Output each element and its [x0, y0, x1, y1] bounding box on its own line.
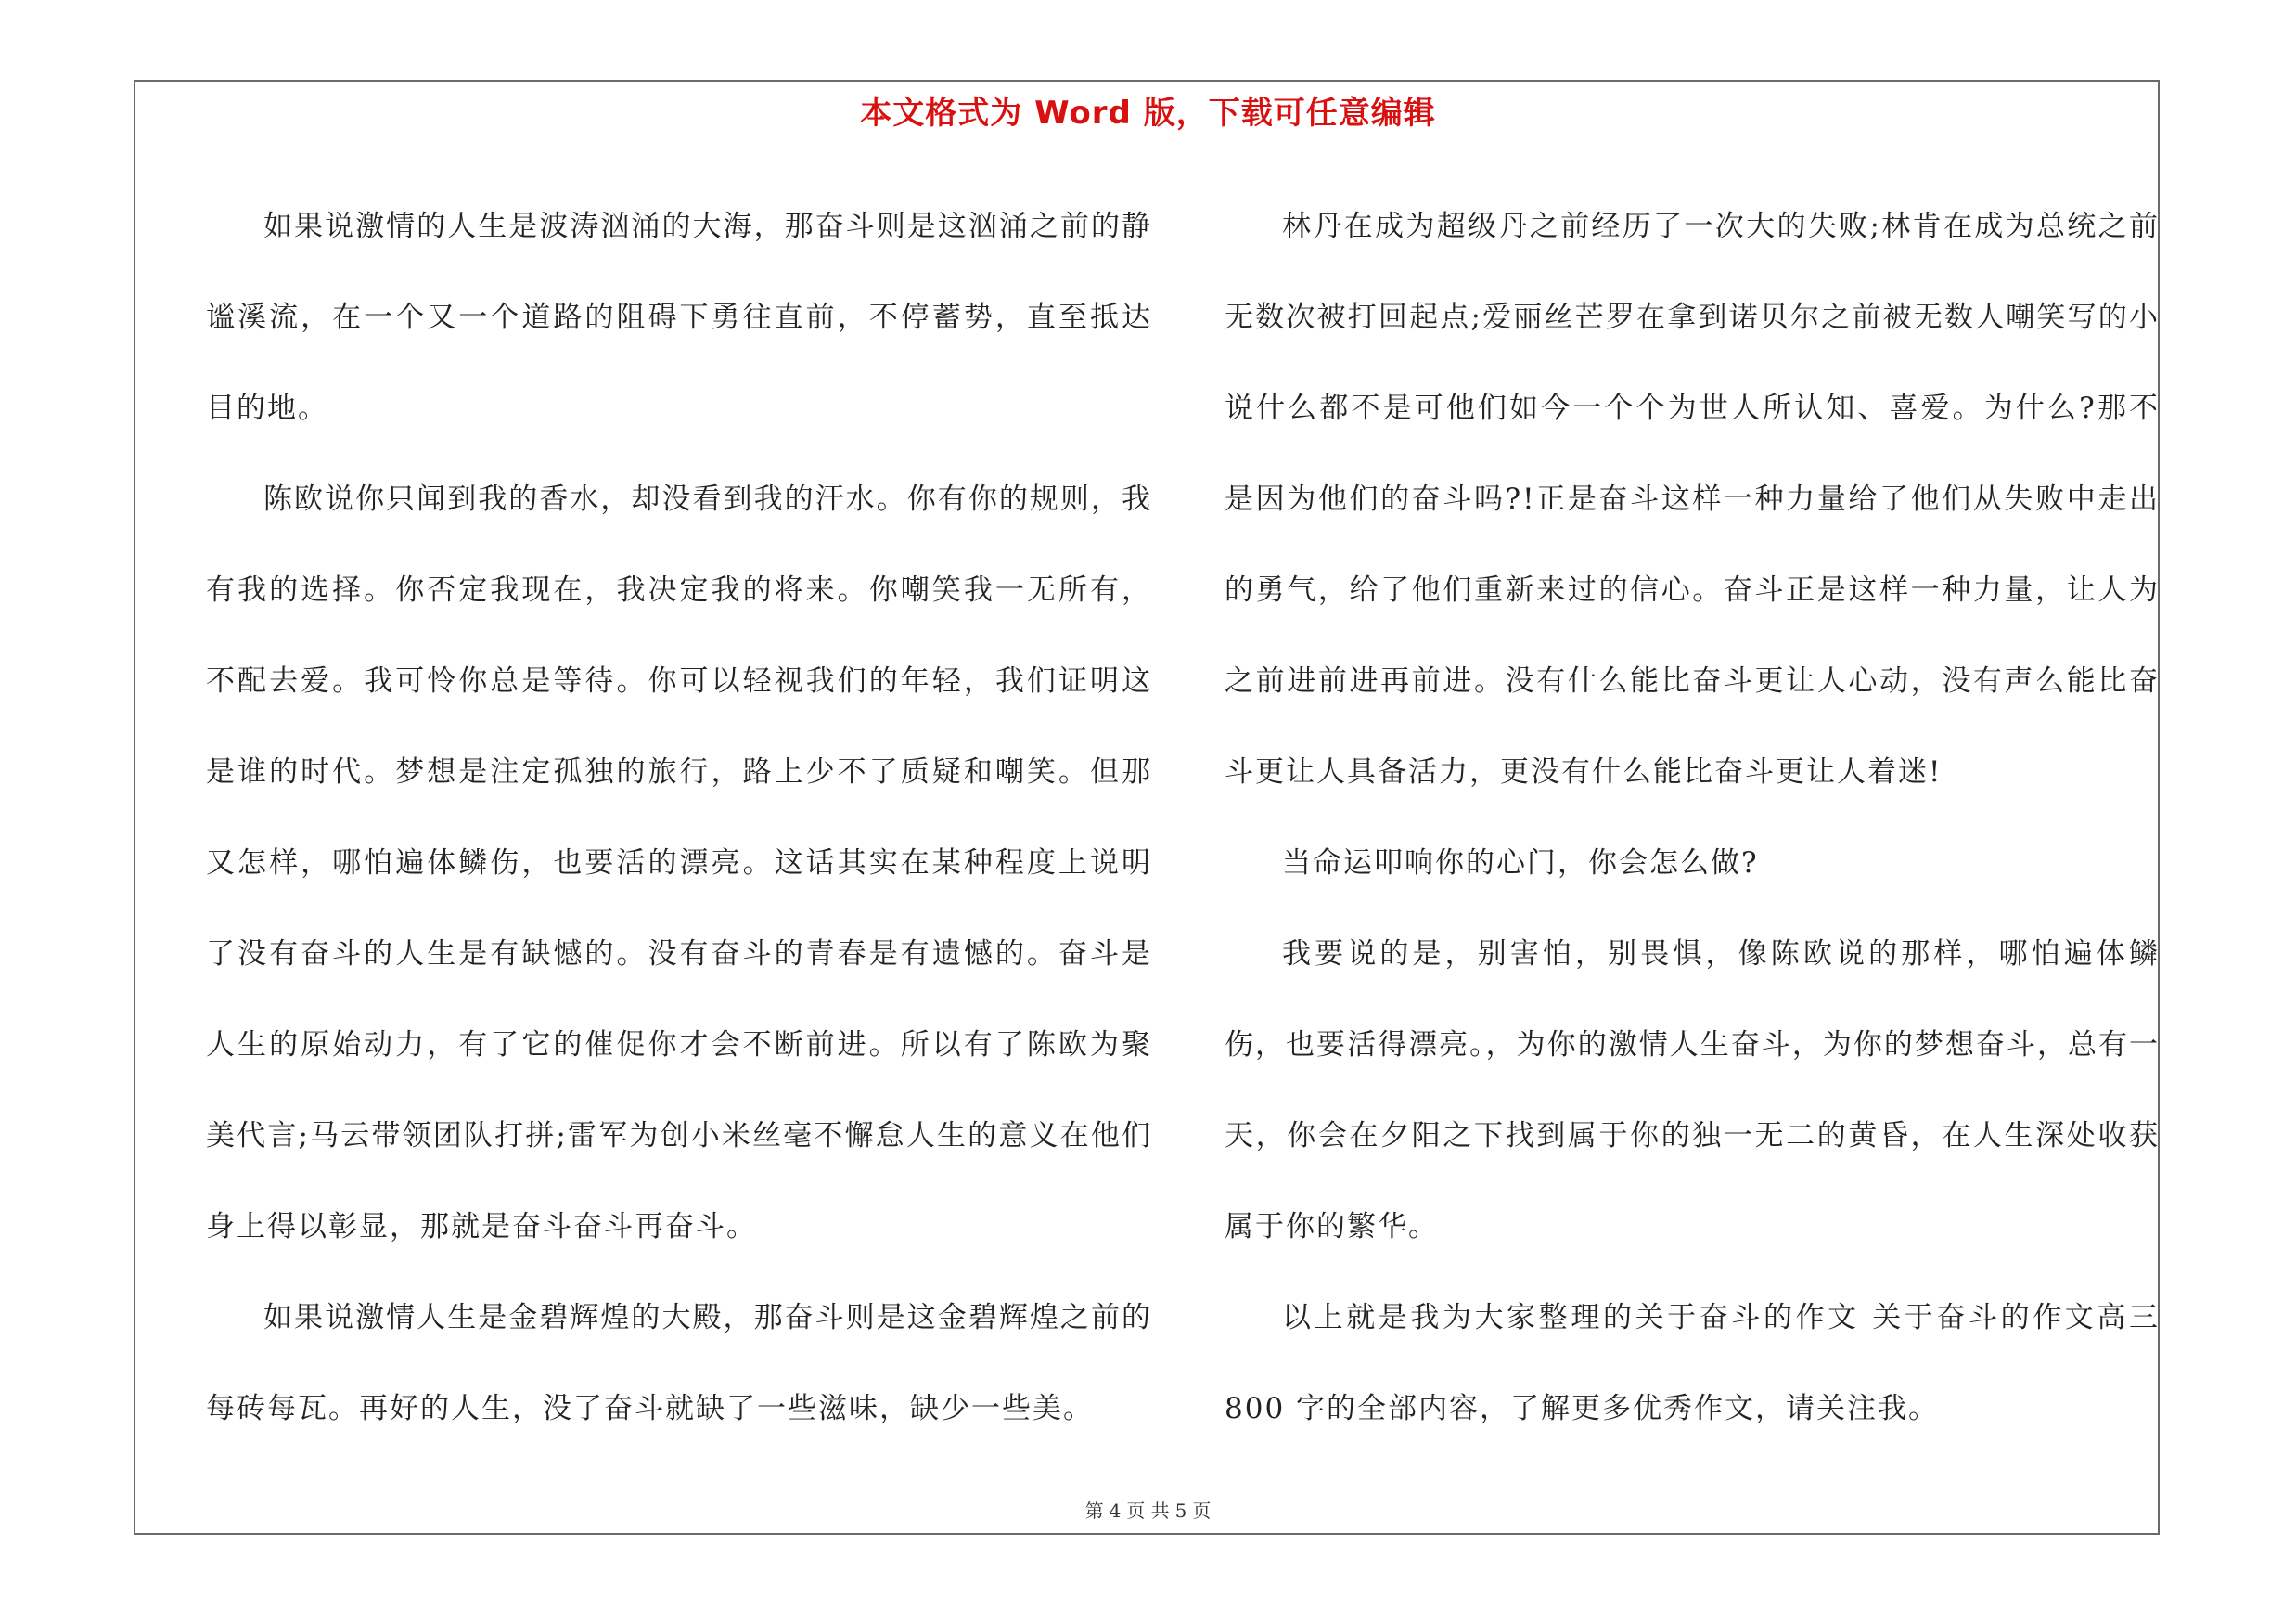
paragraph: 陈欧说你只闻到我的香水，却没看到我的汗水。你有你的规则，我有我的选择。你否定我现在，我决定我的将来。你嘲笑我一无所有，不配去爱。我可怜你总是等待。你可以轻视我们的年轻，我们证明这是谁的时代。梦想是注定孤独的旅行，路上少不了质疑和嘲笑。但那又怎样，哪怕遍体鳞伤，也要活的漂亮。这话其实在某种程度上说明了没有奋斗的人生是有缺憾的。没有奋斗的青春是有遗憾的。奋斗是人生的原始动力，有了它的催促你才会不断前进。所以有了陈欧为聚美代言;马云带领团队打拼;雷军为创小米丝毫不懈怠人生的意义在他们身上得以彰显，那就是奋斗奋斗再奋斗。 — [206, 483, 1152, 1243]
left-column — [206, 181, 1152, 1454]
footer-page-number: 4 — [1109, 1500, 1122, 1522]
footer-suffix: 页 — [1192, 1500, 1212, 1522]
paragraph: 如果说激情的人生是波涛汹涌的大海，那奋斗则是这汹涌之前的静谧溪流，在一个又一个道路的阻碍下勇往直前，不停蓄势，直至抵达目的地。 — [206, 210, 1152, 425]
paragraph: 我要说的是，别害怕，别畏惧，像陈欧说的那样，哪怕遍体鳞伤，也要活得漂亮。，为你的激情人生奋斗，为你的梦想奋斗，总有一天，你会在夕阳之下找到属于你的独一无二的黄昏，在人生深处收获属于你的繁华。 — [1225, 937, 2160, 1243]
paragraph: 以上就是我为大家整理的关于奋斗的作文 关于奋斗的作文高三 800 字的全部内容，了解更多优秀作文，请关注我。 — [1225, 1301, 2160, 1425]
footer-total-pages: 5 — [1174, 1500, 1187, 1522]
right-column — [1225, 181, 2160, 1454]
paragraph: 林丹在成为超级丹之前经历了一次大的失败;林肯在成为总统之前无数次被打回起点;爱丽丝芒罗在拿到诺贝尔之前被无数人嘲笑写的小说什么都不是可他们如今一个个为世人所认知、喜爱。为什么?那不是因为他们的奋斗吗?!正是奋斗这样一种力量给了他们从失败中走出的勇气，给了他们重新来过的信心。奋斗正是这样一种力量，让人为之前进前进再前进。没有什么能比奋斗更让人心动，没有声么能比奋斗更让人具备活力，更没有什么能比奋斗更让人着迷! — [1225, 210, 2160, 789]
footer-middle: 页 共 — [1126, 1500, 1170, 1522]
footer-prefix: 第 — [1084, 1500, 1104, 1522]
paragraph: 当命运叩响你的心门，你会怎么做? — [1282, 846, 1759, 880]
page-header: 本文格式为 Word 版，下载可任意编辑 — [860, 95, 1436, 132]
paragraph: 如果说激情人生是金碧辉煌的大殿，那奋斗则是这金碧辉煌之前的每砖每瓦。再好的人生，没了奋斗就缺了一些滋味，缺少一些美。 — [206, 1301, 1152, 1425]
page-footer — [0, 1496, 2296, 1523]
